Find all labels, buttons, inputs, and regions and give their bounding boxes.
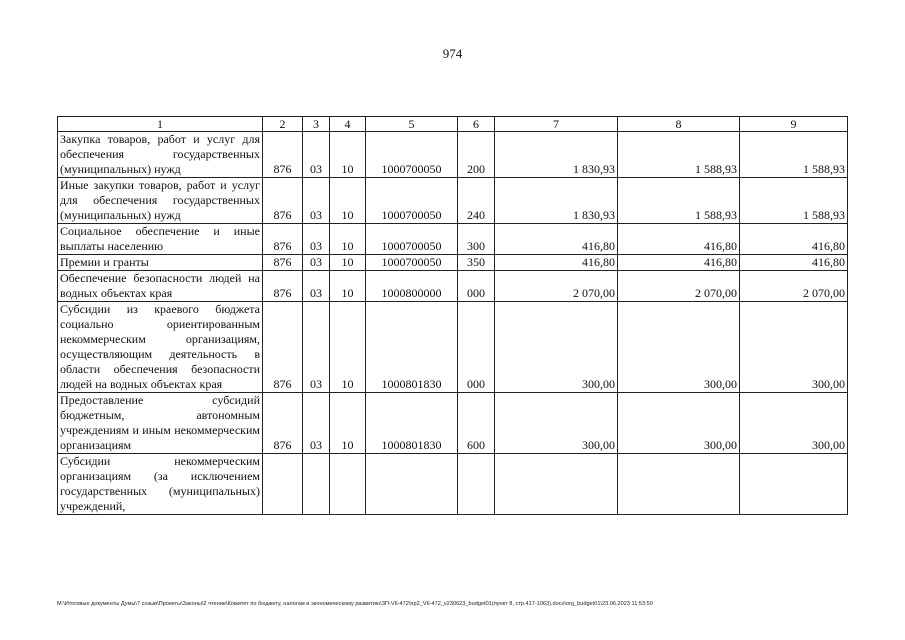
cell-col-6: 240 [458, 178, 495, 224]
cell-col-6: 000 [458, 302, 495, 393]
cell-col-5: 1000801830 [366, 302, 458, 393]
cell-col-9: 1 588,93 [740, 178, 848, 224]
table-row [58, 224, 848, 255]
cell-col-5: 1000800000 [366, 271, 458, 302]
cell-col-9 [740, 454, 848, 515]
cell-col-7: 1 830,93 [495, 178, 618, 224]
row-name: Премии и гранты [58, 255, 263, 271]
cell-col-2: 876 [263, 302, 303, 393]
cell-col-6 [458, 454, 495, 515]
cell-col-2: 876 [263, 178, 303, 224]
cell-col-8: 300,00 [618, 393, 740, 454]
cell-col-7: 300,00 [495, 302, 618, 393]
cell-col-9: 300,00 [740, 393, 848, 454]
cell-col-7: 416,80 [495, 224, 618, 255]
row-name: Субсидии некоммерческим организациям (за исключением государственных (муниципальных) учреждений, [58, 454, 263, 515]
table-row [58, 454, 848, 515]
row-name: Субсидии из краевого бюджета социально ориентированным некоммерческим организациям, осуществляющим деятельность в области обеспечения безопасности людей на водных объектах края [58, 302, 263, 393]
column-header: 9 [740, 117, 848, 132]
cell-col-8: 416,80 [618, 255, 740, 271]
budget-table [57, 116, 848, 515]
row-name: Иные закупки товаров, работ и услуг для обеспечения государственных (муниципальных) нужд [58, 178, 263, 224]
cell-col-3: 03 [303, 393, 330, 454]
cell-col-7: 300,00 [495, 393, 618, 454]
column-header: 7 [495, 117, 618, 132]
cell-col-4: 10 [330, 132, 366, 178]
cell-col-5: 1000801830 [366, 393, 458, 454]
cell-col-5 [366, 454, 458, 515]
cell-col-3 [303, 454, 330, 515]
cell-col-5: 1000700050 [366, 224, 458, 255]
column-header: 2 [263, 117, 303, 132]
column-header: 1 [58, 117, 263, 132]
cell-col-6: 300 [458, 224, 495, 255]
cell-col-3: 03 [303, 302, 330, 393]
cell-col-3: 03 [303, 224, 330, 255]
cell-col-8: 416,80 [618, 224, 740, 255]
cell-col-3: 03 [303, 271, 330, 302]
cell-col-7 [495, 454, 618, 515]
cell-col-6: 350 [458, 255, 495, 271]
cell-col-4: 10 [330, 393, 366, 454]
cell-col-6: 000 [458, 271, 495, 302]
column-header: 4 [330, 117, 366, 132]
row-name: Предоставление субсидий бюджетным, автономным учреждениям и иным некоммерческим организациям [58, 393, 263, 454]
table-row [58, 271, 848, 302]
cell-col-2 [263, 454, 303, 515]
cell-col-3: 03 [303, 255, 330, 271]
table-header-row [58, 117, 848, 132]
cell-col-8: 300,00 [618, 302, 740, 393]
cell-col-4: 10 [330, 178, 366, 224]
cell-col-2: 876 [263, 224, 303, 255]
table-row [58, 302, 848, 393]
cell-col-4: 10 [330, 224, 366, 255]
cell-col-8 [618, 454, 740, 515]
cell-col-7: 1 830,93 [495, 132, 618, 178]
cell-col-3: 03 [303, 178, 330, 224]
cell-col-2: 876 [263, 271, 303, 302]
column-header: 8 [618, 117, 740, 132]
table-row [58, 255, 848, 271]
cell-col-4 [330, 454, 366, 515]
cell-col-3: 03 [303, 132, 330, 178]
cell-col-6: 200 [458, 132, 495, 178]
column-header: 5 [366, 117, 458, 132]
row-name: Обеспечение безопасности людей на водных объектах края [58, 271, 263, 302]
table-row [58, 132, 848, 178]
cell-col-2: 876 [263, 393, 303, 454]
table-body [58, 117, 848, 515]
cell-col-7: 416,80 [495, 255, 618, 271]
cell-col-8: 1 588,93 [618, 178, 740, 224]
cell-col-8: 2 070,00 [618, 271, 740, 302]
cell-col-9: 1 588,93 [740, 132, 848, 178]
table-row [58, 393, 848, 454]
cell-col-7: 2 070,00 [495, 271, 618, 302]
cell-col-4: 10 [330, 255, 366, 271]
cell-col-4: 10 [330, 302, 366, 393]
document-footer-path: M:\Итоговые документы Думы\7 созыв\Проекты\Законы\2 чтение\Комитет по бюджету, налогам и экономическому развитию\ЗП-VII-472\пр2_VII-472_v230623_budget01(пункт 8, стр.417-1063).docx\org_budget01\23.06.2023 11:53:50 [57, 601, 653, 607]
cell-col-9: 2 070,00 [740, 271, 848, 302]
cell-col-8: 1 588,93 [618, 132, 740, 178]
table-row [58, 178, 848, 224]
cell-col-5: 1000700050 [366, 255, 458, 271]
cell-col-5: 1000700050 [366, 178, 458, 224]
cell-col-5: 1000700050 [366, 132, 458, 178]
row-name: Социальное обеспечение и иные выплаты населению [58, 224, 263, 255]
cell-col-2: 876 [263, 255, 303, 271]
column-header: 3 [303, 117, 330, 132]
page-number: 974 [442, 46, 463, 61]
cell-col-2: 876 [263, 132, 303, 178]
cell-col-4: 10 [330, 271, 366, 302]
cell-col-9: 416,80 [740, 224, 848, 255]
cell-col-9: 416,80 [740, 255, 848, 271]
row-name: Закупка товаров, работ и услуг для обеспечения государственных (муниципальных) нужд [58, 132, 263, 178]
column-header: 6 [458, 117, 495, 132]
cell-col-9: 300,00 [740, 302, 848, 393]
cell-col-6: 600 [458, 393, 495, 454]
